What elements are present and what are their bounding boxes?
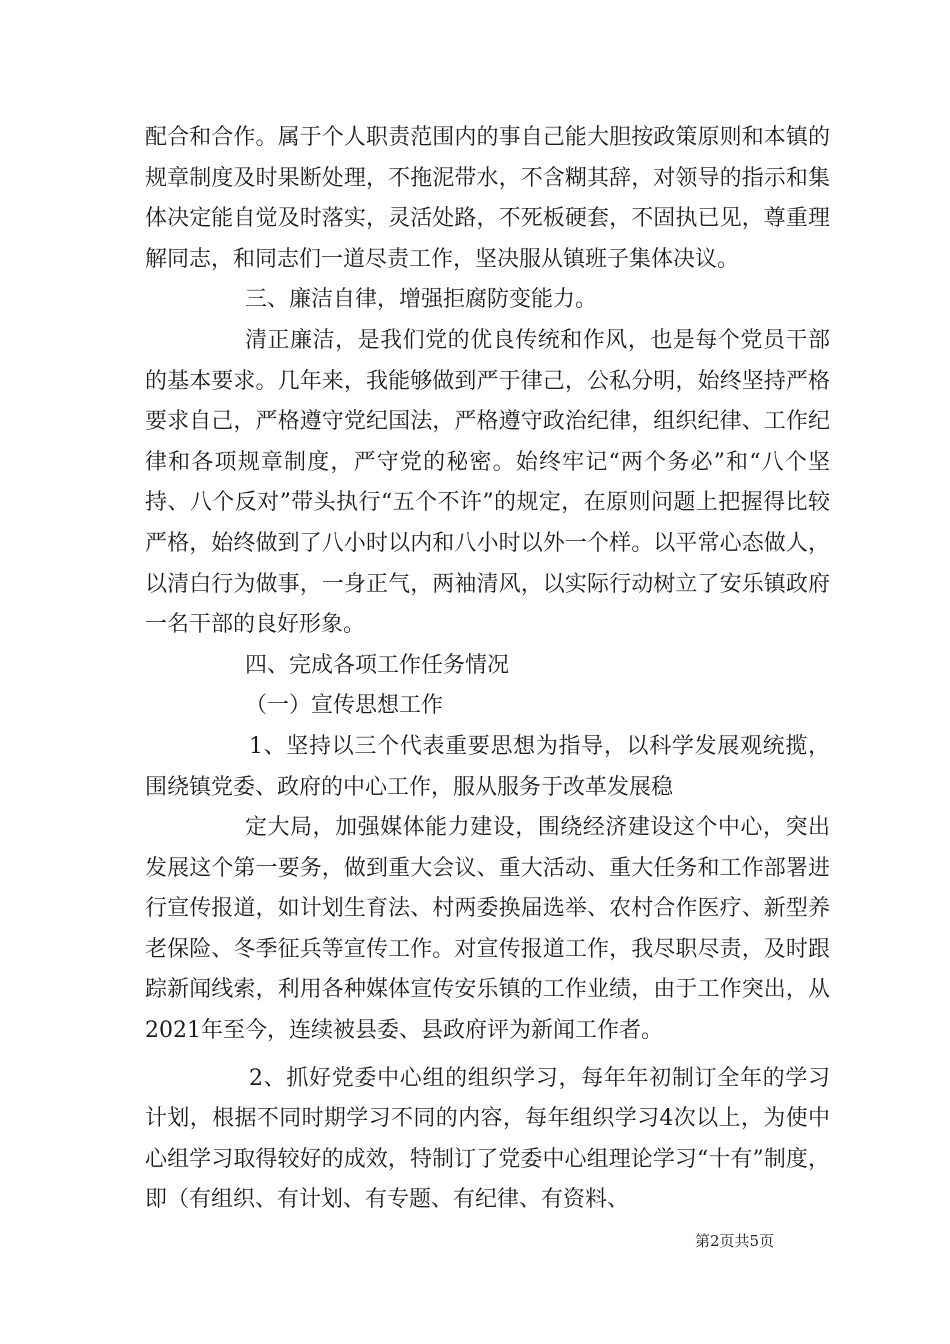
paragraph-item-1-continued: 定大局，加强媒体能力建设，围绕经济建设这个中心，突出发展这个第一要务，做到重大会议、重大活动、重大任务和工作部署进行宣传报道，如计划生育法、村两委换届选举、农村合作医疗、新型养老保险、冬季征兵等宣传工作。对宣传报道工作，我尽职尽责，及时跟踪新闻线索，利用各种媒体宣传安乐镇的工作业绩，由于工作突出，从2021年至今，连续被县委、县政府评为新闻工作者。 (145, 815, 830, 1044)
paragraph-cooperation: 配合和合作。属于个人职责范围内的事自己能大胆按政策原则和本镇的规章制度及时果断处理，不拖泥带水，不含糊其辞，对领导的指示和集体决定能自觉及时落实，灵活处路，不死板硬套，不固执已见，尊重理解同志，和同志们一道尽责工作，坚决服从镇班子集体决议。 (145, 125, 830, 272)
subsection-heading-propaganda: （一）宣传思想工作 (245, 693, 444, 719)
section-heading-tasks: 四、完成各项工作任务情况 (245, 652, 510, 678)
page-number: 第2页共5页 (695, 1232, 775, 1250)
paragraph-integrity: 清正廉洁，是我们党的优良传统和作风，也是每个党员干部的基本要求。几年来，我能够做到严于律己，公私分明，始终坚持严格要求自己，严格遵守党纪国法，严格遵守政治纪律，组织纪律、工作纪律和各项规章制度，严守党的秘密。始终牢记“两个务必”和“八个坚持、八个反对”带头执行“五个不许”的规定，在原则问题上把握得比较严格，始终做到了八小时以内和八小时以外一个样。以平常心态做人，以清白行为做事，一身正气，两袖清风，以实际行动树立了安乐镇政府一名干部的良好形象。 (145, 327, 830, 638)
document-body (145, 118, 830, 1221)
paragraph-item-1: 1、坚持以三个代表重要思想为指导，以科学发展观统揽，围绕镇党委、政府的中心工作，服从服务于改革发展稳 (145, 733, 830, 800)
paragraph-item-2: 2、抓好党委中心组的组织学习，每年年初制订全年的学习计划，根据不同时期学习不同的内容，每年组织学习4次以上，为使中心组学习取得较好的成效，特制订了党委中心组理论学习“十有”制度，即（有组织、有计划、有专题、有纪律、有资料、 (145, 1065, 830, 1213)
section-heading-integrity: 三、廉洁自律，增强拒腐防变能力。 (245, 287, 598, 313)
